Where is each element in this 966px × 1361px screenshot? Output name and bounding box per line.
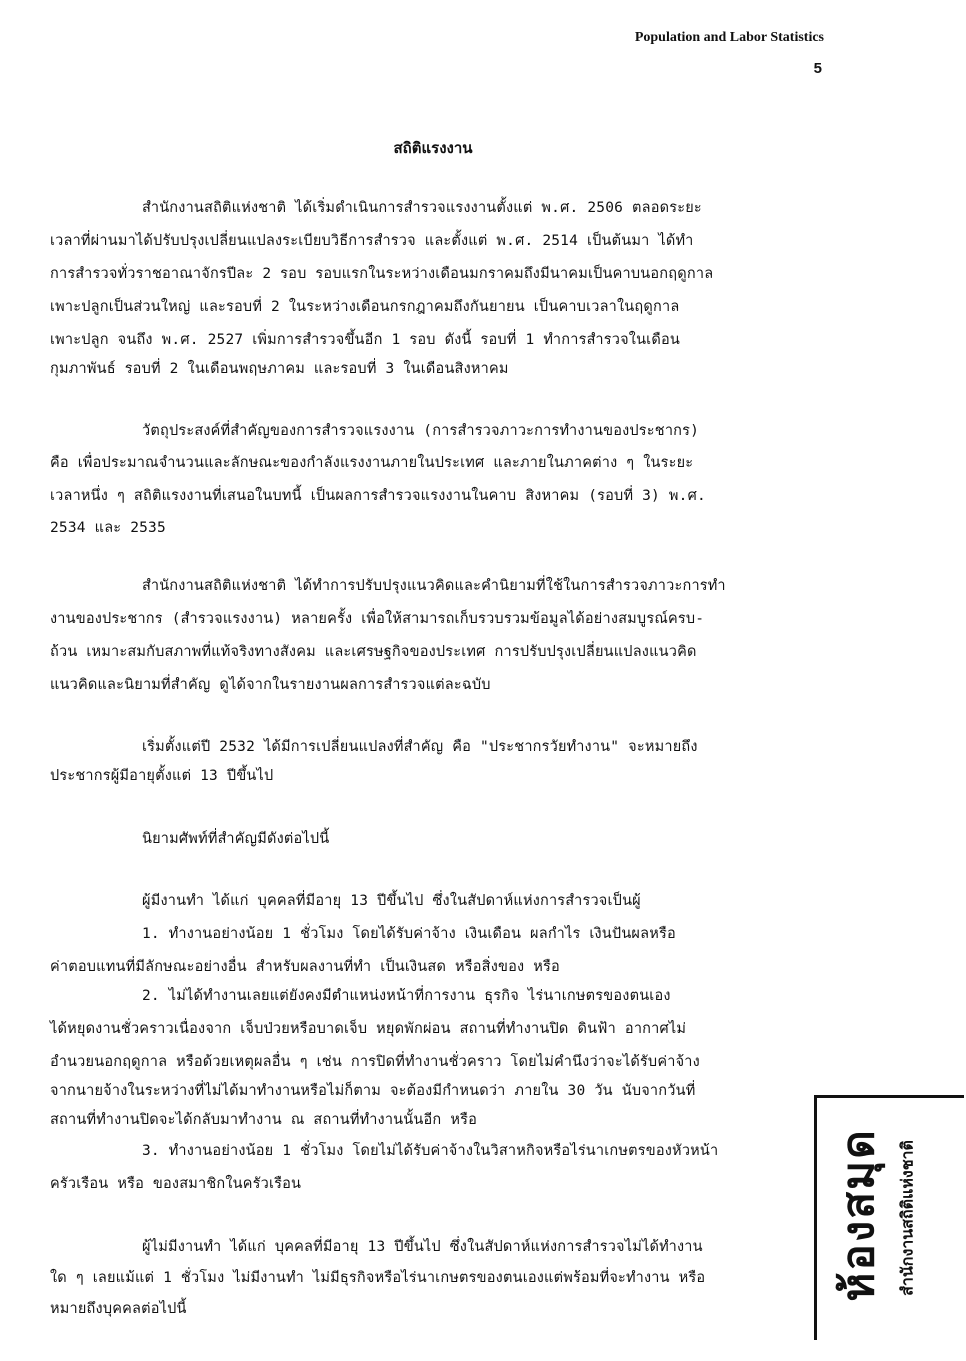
paragraph-1-line-3: การสำรวจทั่วราชอาณาจักรปีละ 2 รอบ รอบแรกในระหว่างเดือนมกราคมถึงมีนาคมเป็นคาบนอกฤดูกาล [50, 266, 714, 282]
employed-item-2-line-4: จากนายจ้างในระหว่างที่ไม่ได้มาทำงานหรือไม่ก็ตาม จะต้องมีกำหนดว่า ภายใน 30 วัน นับจากวันที่ [50, 1083, 696, 1099]
unemployed-definition-line-1: ผู้ไม่มีงานทำ ได้แก่ บุคคลที่มีอายุ 13 ปีขึ้นไป ซึ่งในสัปดาห์แห่งการสำรวจไม่ได้ทำงาน [142, 1239, 703, 1255]
paragraph-2-line-4: 2534 และ 2535 [50, 520, 166, 536]
employed-item-2-line-5: สถานที่ทำงานปิดจะได้กลับมาทำงาน ณ สถานที่ทำงานนั้นอีก หรือ [50, 1112, 477, 1128]
paragraph-3-line-2: งานของประชากร (สำรวจแรงงาน) หลายครั้ง เพื่อให้สามารถเก็บรวบรวมข้อมูลได้อย่างสมบูรณ์ครบ- [50, 611, 705, 627]
paragraph-3-line-4: แนวคิดและนิยามที่สำคัญ ดูได้จากในรายงานผลการสำรวจแต่ละฉบับ [50, 677, 491, 693]
employed-item-2-line-1: 2. ไม่ได้ทำงานเลยแต่ยังคงมีตำแหน่งหน้าที่การงาน ธุรกิจ ไร่นาเกษตรของตนเอง [142, 988, 671, 1004]
employed-item-2-line-3: อำนวยนอกฤดูกาล หรือด้วยเหตุผลอื่น ๆ เช่น การปิดที่ทำงานชั่วคราว โดยไม่คำนึงว่าจะได้รับค่าจ้าง [50, 1054, 700, 1070]
paragraph-1-line-2: เวลาที่ผ่านมาได้ปรับปรุงเปลี่ยนแปลงระเบียบวิธีการสำรวจ และตั้งแต่ พ.ศ. 2514 เป็นต้นมา ได้ทำ [50, 233, 694, 249]
paragraph-3-line-3: ถ้วน เหมาะสมกับสภาพที่แท้จริงทางสังคม และเศรษฐกิจของประเทศ การปรับปรุงเปลี่ยนแปลงแนวคิด [50, 644, 697, 660]
employed-definition-intro: ผู้มีงานทำ ได้แก่ บุคคลที่มีอายุ 13 ปีขึ้นไป ซึ่งในสัปดาห์แห่งการสำรวจเป็นผู้ [142, 893, 641, 909]
paragraph-1-line-5: เพาะปลูก จนถึง พ.ศ. 2527 เพิ่มการสำรวจขึ้นอีก 1 รอบ ดังนี้ รอบที่ 1 ทำการสำรวจในเดือน [50, 332, 680, 348]
library-stamp-subtitle: สำนักงานสถิติแห่งชาติ [897, 1140, 917, 1296]
paragraph-2-line-3: เวลาหนึ่ง ๆ สถิติแรงงานที่เสนอในบทนี้ เป็นผลการสำรวจแรงงานในคาบ สิงหาคม (รอบที่ 3) พ.ศ. [50, 488, 706, 504]
paragraph-1-line-1: สำนักงานสถิติแห่งชาติ ได้เริ่มดำเนินการสำรวจแรงงานตั้งแต่ พ.ศ. 2506 ตลอดระยะ [142, 200, 702, 216]
library-stamp-title: ห้องสมุด [833, 1128, 884, 1302]
page-title: สถิติแรงงาน [393, 139, 473, 157]
employed-item-1-line-1: 1. ทำงานอย่างน้อย 1 ชั่วโมง โดยได้รับค่าจ้าง เงินเดือน ผลกำไร เงินปันผลหรือ [142, 926, 676, 942]
employed-item-1-line-2: ค่าตอบแทนที่มีลักษณะอย่างอื่น สำหรับผลงานที่ทำ เป็นเงินสด หรือสิ่งของ หรือ [50, 959, 560, 975]
unemployed-definition-line-2: ใด ๆ เลยแม้แต่ 1 ชั่วโมง ไม่มีงานทำ ไม่มีธุรกิจหรือไร่นาเกษตรของตนเองแต่พร้อมที่จะทำงาน หรือ [50, 1270, 706, 1286]
paragraph-1-line-6: กุมภาพันธ์ รอบที่ 2 ในเดือนพฤษภาคม และรอบที่ 3 ในเดือนสิงหาคม [50, 361, 509, 377]
paragraph-3-line-1: สำนักงานสถิติแห่งชาติ ได้ทำการปรับปรุงแนวคิดและคำนิยามที่ใช้ในการสำรวจภาวะการทำ [142, 578, 726, 594]
paragraph-1-line-4: เพาะปลูกเป็นส่วนใหญ่ และรอบที่ 2 ในระหว่างเดือนกรกฎาคมถึงกันยายน เป็นคาบเวลาในฤดูกาล [50, 299, 680, 315]
paragraph-4-line-2: ประชากรผู้มีอายุตั้งแต่ 13 ปีขึ้นไป [50, 768, 274, 784]
paragraph-2-line-2: คือ เพื่อประมาณจำนวนและลักษณะของกำลังแรงงานภายในประเทศ และภายในภาคต่าง ๆ ในระยะ [50, 455, 694, 471]
paragraph-2-line-1: วัตถุประสงค์ที่สำคัญของการสำรวจแรงงาน (การสำรวจภาวะการทำงานของประชากร) [142, 423, 700, 439]
paragraph-4-line-1: เริ่มตั้งแต่ปี 2532 ได้มีการเปลี่ยนแปลงที่สำคัญ คือ "ประชากรวัยทำงาน" จะหมายถึง [142, 739, 698, 755]
page-number: 5 [813, 60, 822, 77]
running-header: Population and Labor Statistics [634, 30, 824, 45]
employed-item-2-line-2: ได้หยุดงานชั่วคราวเนื่องจาก เจ็บป่วยหรือบาดเจ็บ หยุดพักผ่อน สถานที่ทำงานปิด ดินฟ้า อากาศไม่ [50, 1021, 687, 1037]
definitions-heading: นิยามศัพท์ที่สำคัญมีดังต่อไปนี้ [142, 831, 330, 847]
employed-item-3-line-1: 3. ทำงานอย่างน้อย 1 ชั่วโมง โดยไม่ได้รับค่าจ้างในวิสาหกิจหรือไร่นาเกษตรของหัวหน้า [142, 1143, 719, 1159]
employed-item-3-line-2: ครัวเรือน หรือ ของสมาชิกในครัวเรือน [50, 1176, 302, 1192]
unemployed-definition-line-3: หมายถึงบุคคลต่อไปนี้ [50, 1301, 187, 1317]
